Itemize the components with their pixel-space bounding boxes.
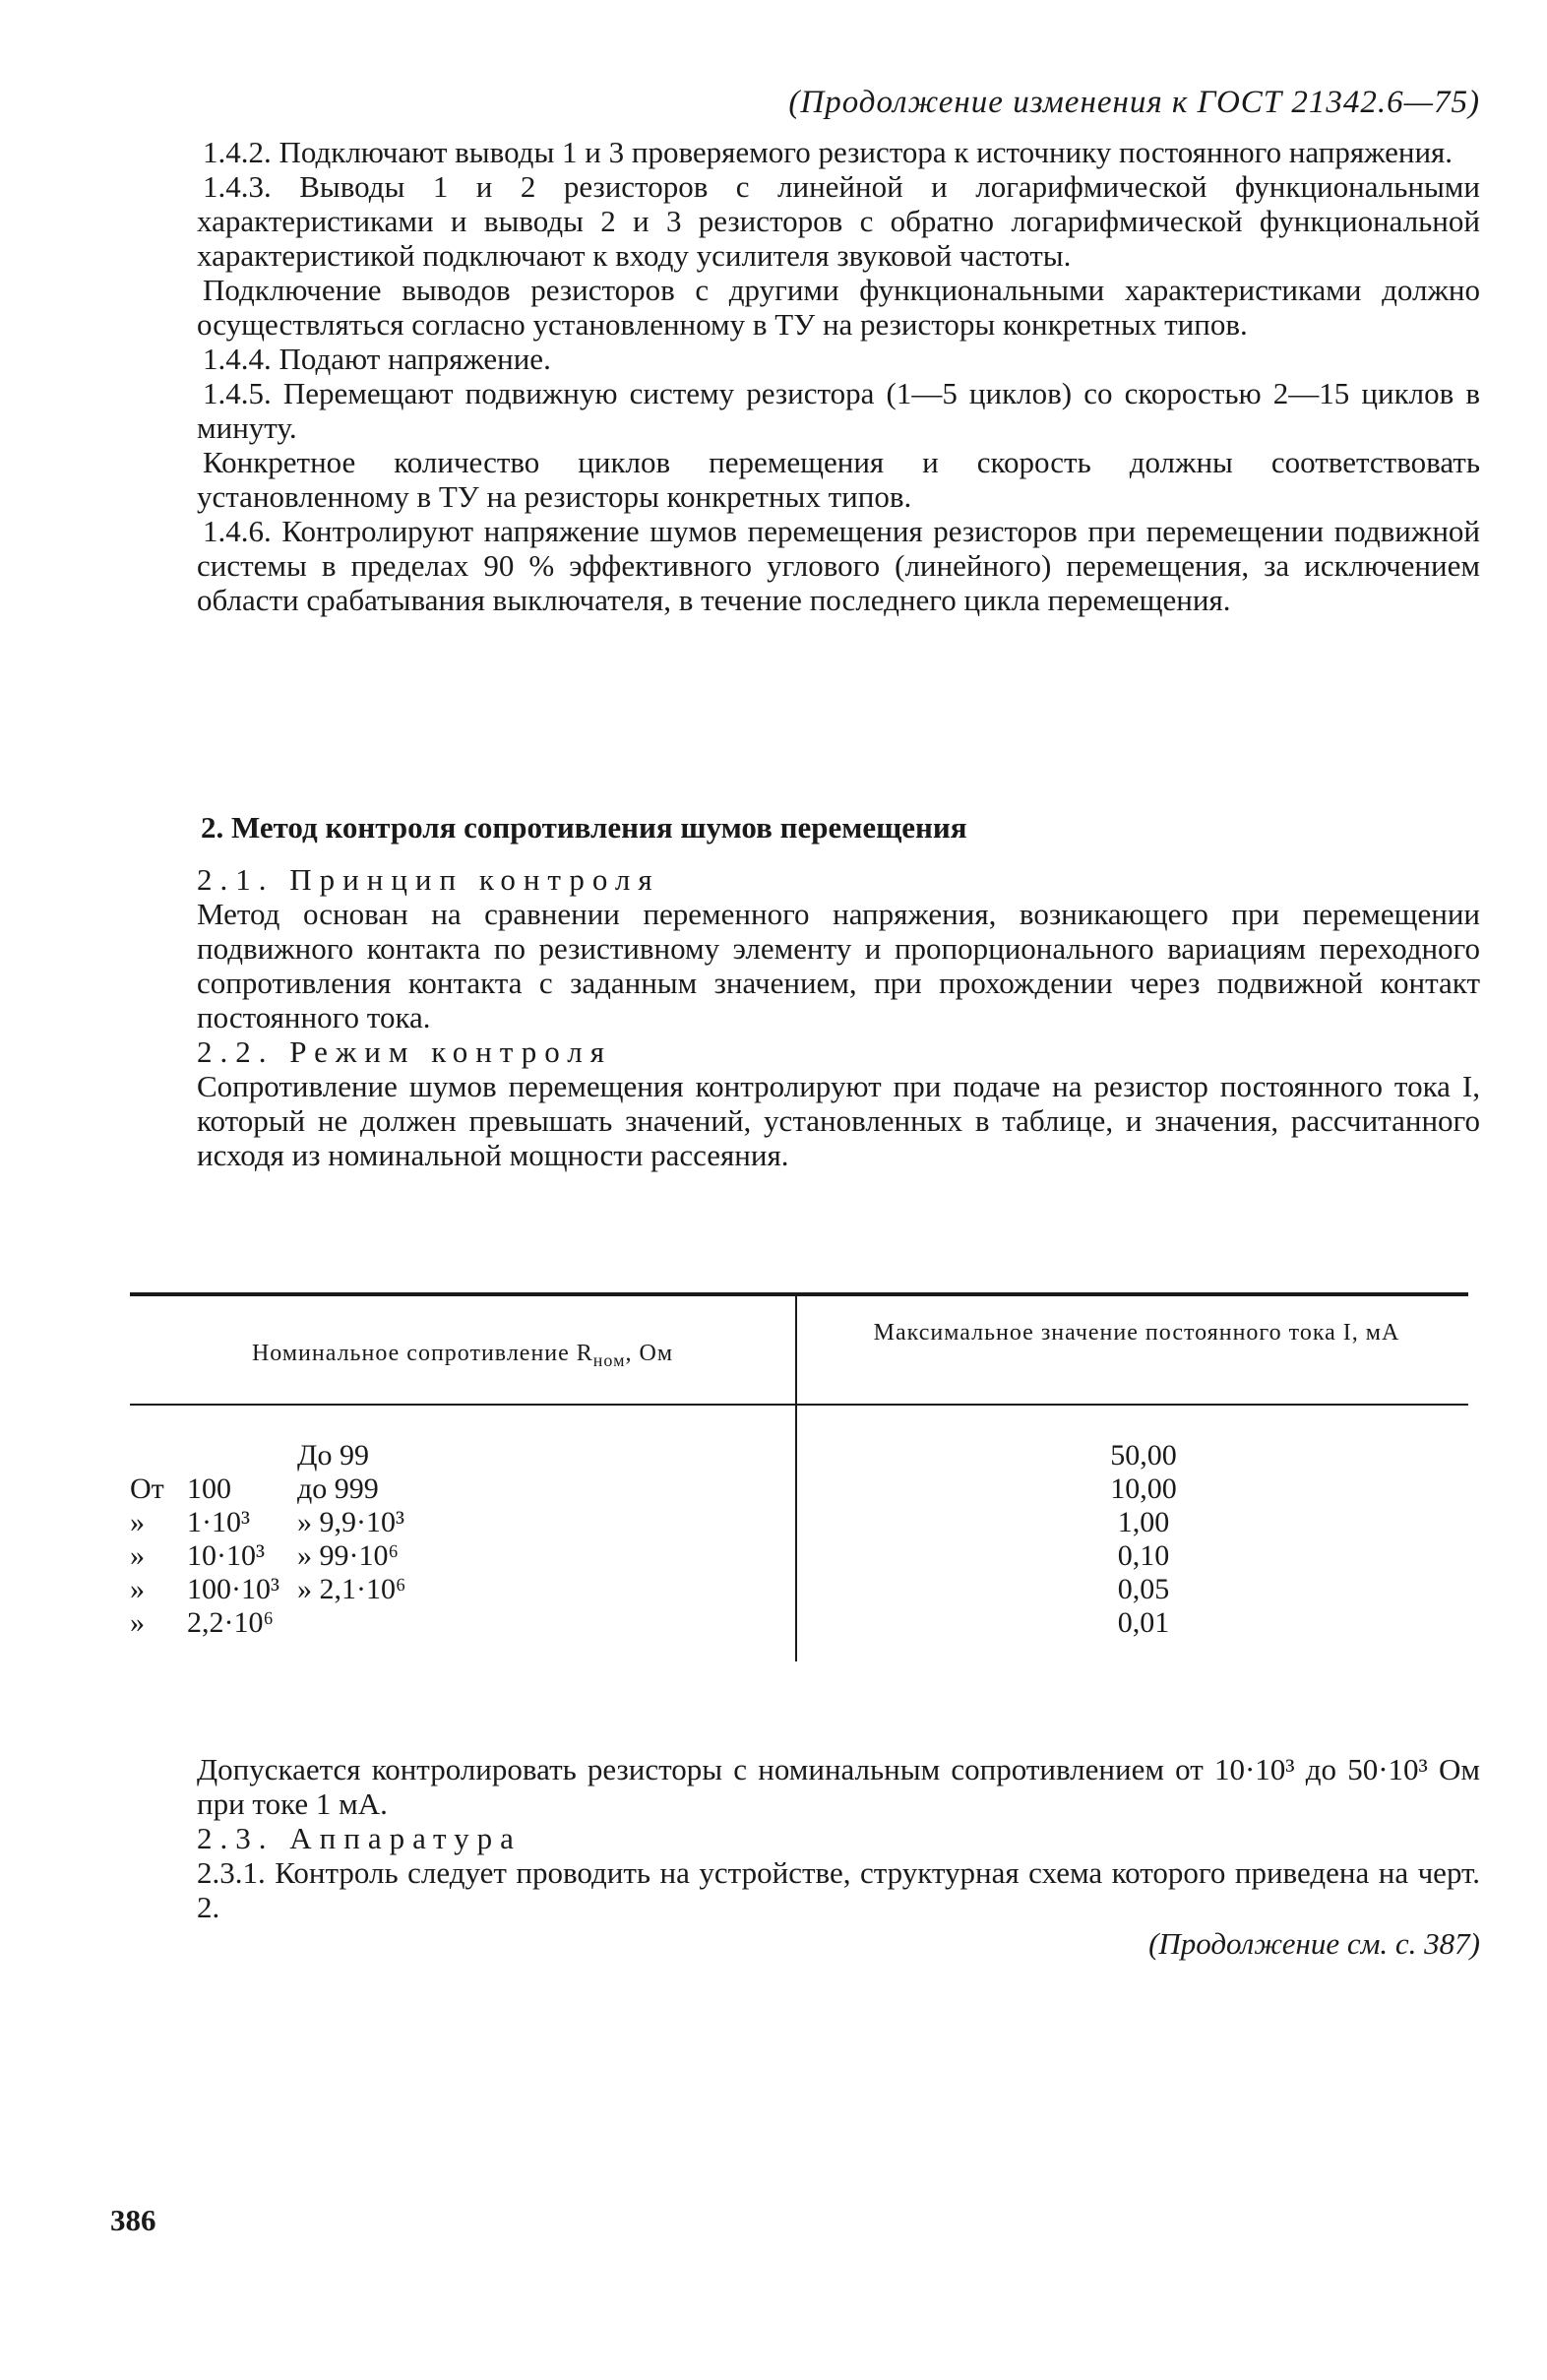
paragraph-2-3-1: 2.3.1. Контроль следует проводить на устройстве, структурная схема которого приведена на черт. 2. [197,1855,1480,1924]
table-row [130,1472,1468,1506]
row-to: » 2,1·10⁶ [297,1573,406,1605]
table-row [130,1606,1468,1640]
row-value: 0,01 [1117,1606,1170,1639]
continuation-note: (Продолжение см. с. 387) [1148,1926,1480,1961]
row-prefix: От [130,1472,164,1505]
row-to: » 9,9·10³ [297,1506,404,1538]
paragraphs-after-table [197,1752,1480,1924]
subheading-2-2: 2.2. Режим контроля [197,1034,613,1069]
page-header: (Продолжение изменения к ГОСТ 21342.6—75) [788,85,1480,120]
row-value: 10,00 [1110,1472,1177,1505]
subheading-2-3: 2.3. Аппаратура [197,1821,522,1855]
paragraph-2-1: Метод основан на сравнении переменного напряжения, возникающего при перемещении подвижного контакта по резистивному элементу и пропорционального вариациям переходного сопротивления контакта с заданным значением, при прохождении через подвижной контакт постоянного тока. [197,897,1480,1034]
subheading-2-1: 2.1. Принцип контроля [197,862,660,897]
table-row [130,1506,1468,1539]
row-prefix: » [130,1539,145,1572]
row-from: 10·10³ [187,1539,265,1572]
paragraph-cycles: Конкретное количество циклов перемещения и скорость должны соответствовать установленному в ТУ на резисторы конкретных типов. [197,445,1480,514]
table-body [130,1439,1468,1640]
paragraph-2-2: Сопротивление шумов перемещения контролируют при подаче на резистор постоянного тока I, который не должен превышать значений, установленных в таблице, и значения, рассчитанного исходя из номинальной мощности рассеяния. [197,1069,1480,1172]
row-to: До 99 [297,1439,369,1472]
paragraph-1-4-4: 1.4.4. Подают напряжение. [203,342,551,376]
paragraph-1-4-3: 1.4.3. Выводы 1 и 2 резисторов с линейной и логарифмической функциональными характеристиками и выводы 2 и 3 резисторов с обратно логарифмической функциональной характеристикой подключают к входу усилителя звуковой частоты. [197,169,1480,273]
row-prefix: » [130,1606,145,1639]
row-value: 0,10 [1117,1539,1170,1572]
table-header-resistance: Номинальное сопротивление $R_{ном}$, Ом [251,1341,674,1370]
paragraph-1-4-2: 1.4.2. Подключают выводы 1 и 3 проверяемого резистора к источнику постоянного напряжения. [203,135,1454,169]
table-top-rule [130,1292,1468,1296]
row-prefix: » [130,1506,145,1538]
row-to: » 99·10⁶ [297,1539,399,1572]
paragraph-connection: Подключение выводов резисторов с другими функциональными характеристиками должно осуществляться согласно установленному в ТУ на резисторы конкретных типов. [197,273,1480,342]
table-row [130,1439,1468,1472]
table-column-divider [795,1296,797,1404]
row-value: 1,00 [1117,1506,1170,1538]
row-from: 100·10³ [187,1573,279,1605]
row-from: 2,2·10⁶ [187,1606,274,1639]
row-to: до 999 [297,1472,379,1505]
section-title: 2. Метод контроля сопротивления шумов перемещения [201,810,967,845]
paragraph-allowed-control: Допускается контролировать резисторы с номинальным сопротивлением от 10·10³ до 50·10³ Ом при токе 1 мА. [197,1752,1480,1821]
row-value: 50,00 [1110,1439,1177,1472]
table-row [130,1539,1468,1573]
row-from: 1·10³ [187,1506,250,1538]
row-from: 100 [187,1472,231,1505]
row-prefix: » [130,1573,145,1605]
paragraphs-section-2 [197,862,1480,1172]
paragraph-1-4-6: 1.4.6. Контролируют напряжение шумов перемещения резисторов при перемещении подвижной системы в пределах 90 % эффективного углового (линейного) перемещения, за исключением области срабатывания выключателя, в течение последнего цикла перемещения. [197,514,1480,617]
table-header-current: Максимальное значение постоянного тока I, мА [873,1320,1400,1346]
paragraph-1-4-5: 1.4.5. Перемещают подвижную систему резистора (1—5 циклов) со скоростью 2—15 циклов в минуту. [197,376,1480,445]
page-number: 386 [110,2203,156,2237]
table-header-rule [130,1404,1468,1406]
table-row [130,1573,1468,1606]
paragraphs-section-1 [197,135,1480,617]
row-value: 0,05 [1117,1573,1170,1605]
